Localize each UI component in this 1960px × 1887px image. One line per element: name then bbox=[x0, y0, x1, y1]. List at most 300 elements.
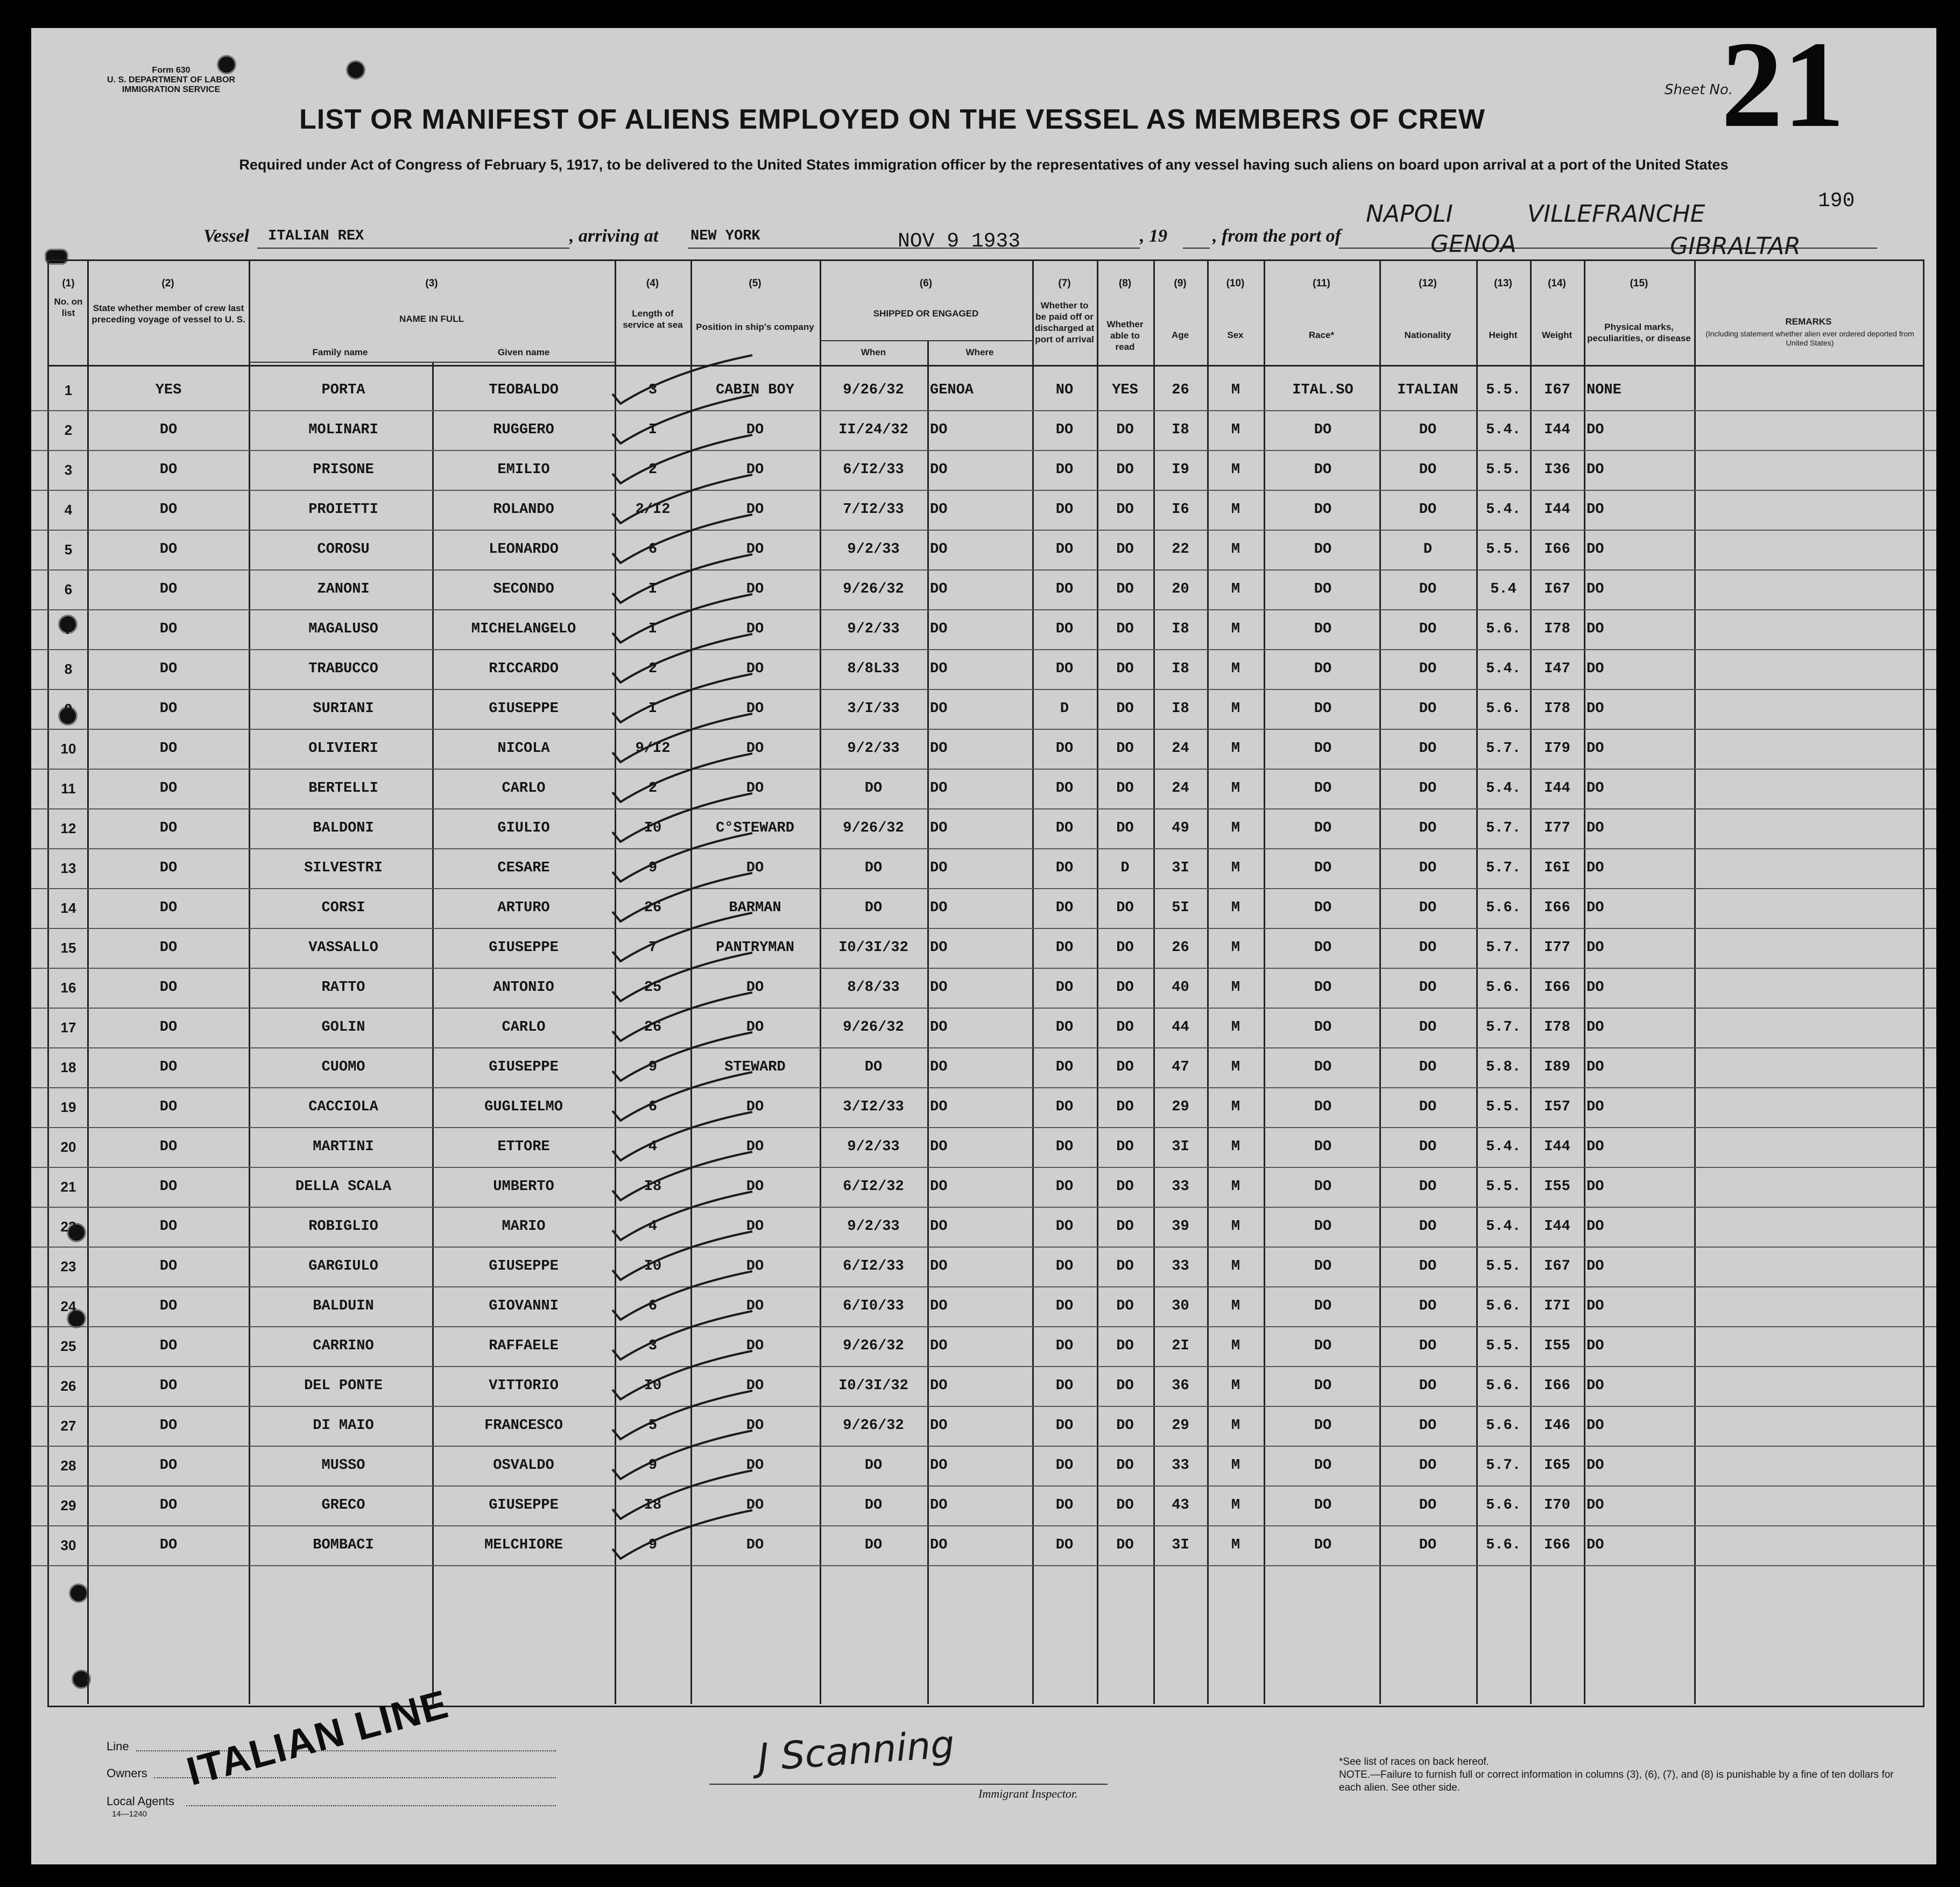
cell-prev: DO bbox=[159, 502, 178, 518]
cell-where: DO bbox=[930, 780, 948, 797]
cell-nationality: DO bbox=[1419, 1298, 1437, 1314]
cell-age: 29 bbox=[1172, 1099, 1189, 1115]
cell-given: CARLO bbox=[502, 780, 546, 797]
cell-race: DO bbox=[1314, 1099, 1332, 1115]
cell-where: DO bbox=[930, 422, 948, 438]
cell-sex: M bbox=[1231, 661, 1240, 677]
cell-no: 5 bbox=[64, 541, 73, 558]
cell-position: DO bbox=[746, 1219, 764, 1235]
cell-when: 9/2/33 bbox=[847, 1219, 900, 1235]
cell-marks: DO bbox=[1587, 980, 1604, 996]
cell-prev: DO bbox=[159, 980, 178, 996]
cell-no: 12 bbox=[60, 820, 76, 836]
cell-paid: DO bbox=[1055, 422, 1074, 438]
cell-family: GARGIULO bbox=[308, 1258, 378, 1275]
cell-position: DO bbox=[746, 502, 764, 518]
cell-age: 33 bbox=[1172, 1179, 1189, 1195]
table-row bbox=[31, 689, 1936, 730]
table-row bbox=[31, 609, 1936, 650]
table-row bbox=[31, 1167, 1936, 1208]
cell-prev: DO bbox=[159, 780, 178, 797]
cell-when: 9/2/33 bbox=[847, 1139, 900, 1155]
cell-service: 26 bbox=[644, 900, 662, 916]
cell-where: GENOA bbox=[930, 382, 974, 398]
cell-read: DO bbox=[1116, 1537, 1134, 1553]
cell-height: 5.6. bbox=[1486, 621, 1521, 637]
cell-prev: DO bbox=[159, 1537, 178, 1553]
cell-weight: I66 bbox=[1544, 900, 1570, 916]
cell-position: DO bbox=[746, 1019, 764, 1036]
cell-when: 6/I2/33 bbox=[843, 1258, 904, 1275]
cell-sex: M bbox=[1231, 1378, 1240, 1394]
cell-no: 24 bbox=[60, 1298, 76, 1314]
cell-service: I8 bbox=[644, 1179, 662, 1195]
cell-given: RICCARDO bbox=[489, 661, 559, 677]
cell-family: PRISONE bbox=[313, 462, 374, 478]
cell-prev: YES bbox=[155, 382, 182, 398]
cell-height: 5.5. bbox=[1486, 1179, 1521, 1195]
col-header-sex: Sex bbox=[1227, 330, 1244, 340]
cell-position: DO bbox=[746, 462, 764, 478]
cell-given: RUGGERO bbox=[493, 422, 554, 438]
cell-read: DO bbox=[1116, 1258, 1134, 1275]
cell-when: 6/I2/32 bbox=[843, 1179, 904, 1195]
cell-nationality: DO bbox=[1419, 1139, 1437, 1155]
cell-nationality: DO bbox=[1419, 1338, 1437, 1354]
owners-label: Owners bbox=[107, 1766, 147, 1780]
cell-given: NICOLA bbox=[497, 741, 550, 757]
cell-marks: DO bbox=[1587, 860, 1604, 876]
footer-notes bbox=[1339, 1756, 1904, 1794]
table-row bbox=[31, 1326, 1936, 1367]
cell-where: DO bbox=[930, 462, 948, 478]
cell-weight: I47 bbox=[1544, 661, 1570, 677]
cell-no: 15 bbox=[60, 940, 76, 956]
cell-marks: DO bbox=[1587, 820, 1604, 836]
cell-marks: DO bbox=[1587, 1219, 1604, 1235]
cell-height: 5.6. bbox=[1486, 1378, 1521, 1394]
port-genoa: GENOA bbox=[1430, 230, 1517, 258]
col-header-age: Age bbox=[1171, 330, 1189, 340]
cell-weight: I67 bbox=[1544, 1258, 1570, 1275]
cell-family: COROSU bbox=[317, 541, 370, 558]
cell-height: 5.4. bbox=[1486, 502, 1521, 518]
cell-when: 8/8L33 bbox=[847, 661, 900, 677]
cell-race: DO bbox=[1314, 1378, 1332, 1394]
cell-height: 5.4. bbox=[1486, 1219, 1521, 1235]
cell-height: 5.5. bbox=[1486, 541, 1521, 558]
cell-service: 9 bbox=[648, 1537, 658, 1553]
table-row bbox=[31, 1247, 1936, 1287]
col-header-paid-off: Whether to be paid off or discharged at port of arrival bbox=[1034, 300, 1095, 344]
col-header-service: Length of service at sea bbox=[623, 308, 683, 330]
col-header-no: No. on list bbox=[54, 297, 83, 318]
cell-no: 26 bbox=[60, 1378, 76, 1394]
penalty-note: NOTE.—Failure to furnish full or correct information in columns (3), (6), (7), and (8) is punishable by a fine of ten dollars for each alien. See other side. bbox=[1339, 1769, 1894, 1793]
cell-weight: I57 bbox=[1544, 1099, 1570, 1115]
cell-weight: I66 bbox=[1544, 541, 1570, 558]
cell-family: CUOMO bbox=[321, 1059, 365, 1075]
cell-weight: I44 bbox=[1544, 780, 1570, 797]
cell-position: DO bbox=[746, 1378, 764, 1394]
cell-where: DO bbox=[930, 1418, 948, 1434]
cell-age: 24 bbox=[1172, 780, 1189, 797]
cell-prev: DO bbox=[159, 1338, 178, 1354]
cell-family: TRABUCCO bbox=[308, 661, 378, 677]
cell-height: 5.6. bbox=[1486, 900, 1521, 916]
cell-paid: DO bbox=[1055, 1258, 1074, 1275]
cell-service: 6 bbox=[648, 541, 658, 558]
cell-weight: I66 bbox=[1544, 980, 1570, 996]
col-header-weight: Weight bbox=[1541, 330, 1573, 340]
cell-where: DO bbox=[930, 1179, 948, 1195]
col-num-11: (11) bbox=[1313, 278, 1330, 289]
cell-sex: M bbox=[1231, 1298, 1240, 1314]
cell-nationality: DO bbox=[1419, 860, 1437, 876]
cell-age: 47 bbox=[1172, 1059, 1189, 1075]
cell-nationality: DO bbox=[1419, 1099, 1437, 1115]
cell-paid: DO bbox=[1055, 1298, 1074, 1314]
cell-given: GIUSEPPE bbox=[489, 701, 559, 717]
cell-age: 39 bbox=[1172, 1219, 1189, 1235]
cell-age: 49 bbox=[1172, 820, 1189, 836]
cell-given: RAFFAELE bbox=[489, 1338, 559, 1354]
cell-read: DO bbox=[1116, 1458, 1134, 1474]
cell-paid: NO bbox=[1055, 382, 1074, 398]
cell-where: DO bbox=[930, 621, 948, 637]
cell-prev: DO bbox=[159, 661, 178, 677]
cell-race: DO bbox=[1314, 940, 1332, 956]
cell-age: I8 bbox=[1172, 621, 1189, 637]
cell-height: 5.6. bbox=[1486, 1537, 1521, 1553]
cell-given: GIULIO bbox=[497, 820, 550, 836]
cell-given: GIUSEPPE bbox=[489, 1059, 559, 1075]
cell-sex: M bbox=[1231, 502, 1240, 518]
cell-marks: DO bbox=[1587, 1059, 1604, 1075]
cell-read: YES bbox=[1112, 382, 1138, 398]
cell-height: 5.5. bbox=[1486, 1258, 1521, 1275]
col-num-15: (15) bbox=[1630, 278, 1648, 289]
cell-family: SILVESTRI bbox=[304, 860, 383, 876]
cell-family: BALDONI bbox=[313, 820, 374, 836]
cell-weight: I6I bbox=[1544, 860, 1570, 876]
cell-position: DO bbox=[746, 741, 764, 757]
cell-marks: DO bbox=[1587, 1258, 1604, 1275]
page-stamp-number: 190 bbox=[1818, 189, 1855, 213]
cell-sex: M bbox=[1231, 1537, 1240, 1553]
cell-when: I0/3I/32 bbox=[838, 1378, 908, 1394]
cell-read: DO bbox=[1116, 1298, 1134, 1314]
cell-marks: DO bbox=[1587, 1139, 1604, 1155]
cell-weight: I78 bbox=[1544, 701, 1570, 717]
cell-read: DO bbox=[1116, 820, 1134, 836]
col-header-family-name: Family name bbox=[312, 347, 368, 357]
cell-race: DO bbox=[1314, 900, 1332, 916]
cell-nationality: DO bbox=[1419, 741, 1437, 757]
cell-height: 5.4. bbox=[1486, 780, 1521, 797]
cell-prev: DO bbox=[159, 1179, 178, 1195]
cell-service: 4 bbox=[648, 1139, 658, 1155]
cell-prev: DO bbox=[159, 1219, 178, 1235]
cell-no: 16 bbox=[60, 980, 76, 996]
cell-no: 14 bbox=[60, 900, 76, 916]
cell-nationality: DO bbox=[1419, 1458, 1437, 1474]
table-row bbox=[31, 1446, 1936, 1487]
cell-prev: DO bbox=[159, 1458, 178, 1474]
arriving-label: , arriving at bbox=[569, 226, 659, 246]
cell-position: DO bbox=[746, 1537, 764, 1553]
cell-service: 9 bbox=[648, 860, 658, 876]
cell-paid: DO bbox=[1055, 980, 1074, 996]
cell-marks: DO bbox=[1587, 1378, 1604, 1394]
agents-label: Local Agents bbox=[107, 1794, 174, 1808]
cell-paid: DO bbox=[1055, 1458, 1074, 1474]
cell-position: PANTRYMAN bbox=[716, 940, 794, 956]
col-num-2: (2) bbox=[161, 278, 174, 289]
cell-no: 22 bbox=[60, 1219, 76, 1235]
cell-race: DO bbox=[1314, 1258, 1332, 1275]
cell-paid: DO bbox=[1055, 1338, 1074, 1354]
cell-where: DO bbox=[930, 820, 948, 836]
cell-age: 24 bbox=[1172, 741, 1189, 757]
cell-family: ROBIGLIO bbox=[308, 1219, 378, 1235]
cell-sex: M bbox=[1231, 1418, 1240, 1434]
cell-when: DO bbox=[864, 1059, 883, 1075]
cell-sex: M bbox=[1231, 1497, 1240, 1513]
cell-read: DO bbox=[1116, 1338, 1134, 1354]
race-note: *See list of races on back hereof. bbox=[1339, 1756, 1489, 1768]
cell-age: 5I bbox=[1172, 900, 1189, 916]
cell-given: EMILIO bbox=[497, 462, 550, 478]
cell-nationality: DO bbox=[1419, 701, 1437, 717]
cell-where: DO bbox=[930, 940, 948, 956]
cell-position: DO bbox=[746, 1497, 764, 1513]
table-row bbox=[31, 1047, 1936, 1088]
cell-weight: I66 bbox=[1544, 1378, 1570, 1394]
check-mark-icon bbox=[591, 1505, 785, 1564]
cell-read: DO bbox=[1116, 1139, 1134, 1155]
cell-weight: I67 bbox=[1544, 382, 1570, 398]
cell-no: 21 bbox=[60, 1179, 76, 1195]
cell-no: 10 bbox=[60, 741, 76, 757]
cell-family: BOMBACI bbox=[313, 1537, 374, 1553]
cell-weight: I44 bbox=[1544, 502, 1570, 518]
cell-no: 25 bbox=[60, 1338, 76, 1354]
inspector-signature: J Scanning bbox=[756, 1722, 956, 1780]
cell-height: 5.7. bbox=[1486, 860, 1521, 876]
arrival-date-stamp: NOV 9 1933 bbox=[898, 230, 1021, 253]
cell-paid: DO bbox=[1055, 780, 1074, 797]
col-num-5: (5) bbox=[749, 278, 762, 289]
cell-given: FRANCESCO bbox=[484, 1418, 563, 1434]
cell-paid: DO bbox=[1055, 1019, 1074, 1036]
cell-marks: DO bbox=[1587, 741, 1604, 757]
col-header-where: Where bbox=[965, 347, 994, 357]
cell-height: 5.4. bbox=[1486, 1139, 1521, 1155]
cell-read: DO bbox=[1116, 1497, 1134, 1513]
cell-marks: DO bbox=[1587, 1497, 1604, 1513]
cell-when: 3/I/33 bbox=[847, 701, 900, 717]
cell-read: DO bbox=[1116, 541, 1134, 558]
cell-nationality: DO bbox=[1419, 980, 1437, 996]
cell-race: DO bbox=[1314, 422, 1332, 438]
cell-height: 5.7. bbox=[1486, 741, 1521, 757]
cell-where: DO bbox=[930, 1219, 948, 1235]
cell-sex: M bbox=[1231, 462, 1240, 478]
cell-prev: DO bbox=[159, 462, 178, 478]
table-row bbox=[31, 370, 1936, 411]
cell-age: 33 bbox=[1172, 1258, 1189, 1275]
cell-when: 9/2/33 bbox=[847, 621, 900, 637]
col-header-remarks: REMARKS bbox=[1785, 316, 1832, 327]
cell-family: OLIVIERI bbox=[308, 741, 378, 757]
cell-given: CARLO bbox=[502, 1019, 546, 1036]
cell-nationality: DO bbox=[1419, 820, 1437, 836]
cell-family: DI MAIO bbox=[313, 1418, 374, 1434]
cell-where: DO bbox=[930, 860, 948, 876]
cell-family: BERTELLI bbox=[308, 780, 378, 797]
cell-position: DO bbox=[746, 581, 764, 597]
cell-service: 5 bbox=[648, 1418, 658, 1434]
cell-paid: DO bbox=[1055, 1139, 1074, 1155]
cell-when: 9/26/32 bbox=[843, 1019, 904, 1036]
table-row bbox=[31, 569, 1936, 610]
cell-marks: DO bbox=[1587, 1019, 1604, 1036]
cell-marks: DO bbox=[1587, 541, 1604, 558]
cell-given: ANTONIO bbox=[493, 980, 554, 996]
cell-service: 9/I2 bbox=[635, 741, 671, 757]
cell-marks: DO bbox=[1587, 502, 1604, 518]
cell-service: 9 bbox=[648, 1458, 658, 1474]
cell-given: GIOVANNI bbox=[489, 1298, 559, 1314]
sheet-number: 21 bbox=[1721, 28, 1845, 153]
cell-when: 9/26/32 bbox=[843, 1418, 904, 1434]
cell-where: DO bbox=[930, 1258, 948, 1275]
cell-paid: DO bbox=[1055, 1378, 1074, 1394]
cell-given: MICHELANGELO bbox=[471, 621, 576, 637]
cell-given: MELCHIORE bbox=[484, 1537, 563, 1553]
cell-weight: I77 bbox=[1544, 820, 1570, 836]
cell-sex: M bbox=[1231, 900, 1240, 916]
cell-family: SURIANI bbox=[313, 701, 374, 717]
form-code: 14—1240 bbox=[112, 1809, 147, 1819]
table-row bbox=[31, 729, 1936, 770]
cell-prev: DO bbox=[159, 1099, 178, 1115]
cell-sex: M bbox=[1231, 701, 1240, 717]
cell-service: 25 bbox=[644, 980, 662, 996]
cell-where: DO bbox=[930, 1298, 948, 1314]
cell-family: CORSI bbox=[321, 900, 365, 916]
cell-race: DO bbox=[1314, 1458, 1332, 1474]
cell-sex: M bbox=[1231, 621, 1240, 637]
cell-family: DELLA SCALA bbox=[295, 1179, 392, 1195]
cell-position: DO bbox=[746, 701, 764, 717]
table-row bbox=[31, 450, 1936, 491]
page-title: LIST OR MANIFEST OF ALIENS EMPLOYED ON THE VESSEL AS MEMBERS OF CREW bbox=[299, 104, 1485, 135]
cell-prev: DO bbox=[159, 741, 178, 757]
cell-age: 2I bbox=[1172, 1338, 1189, 1354]
cell-position: DO bbox=[746, 1099, 764, 1115]
cell-height: 5.7. bbox=[1486, 1458, 1521, 1474]
cell-family: RATTO bbox=[321, 980, 365, 996]
cell-height: 5.6. bbox=[1486, 1298, 1521, 1314]
cell-where: DO bbox=[930, 1059, 948, 1075]
cell-weight: I7I bbox=[1544, 1298, 1570, 1314]
cell-marks: DO bbox=[1587, 900, 1604, 916]
cell-position: DO bbox=[746, 661, 764, 677]
cell-race: DO bbox=[1314, 780, 1332, 797]
col-header-race: Race* bbox=[1308, 330, 1335, 340]
cell-position: BARMAN bbox=[729, 900, 781, 916]
cell-given: LEONARDO bbox=[489, 541, 559, 558]
table-row bbox=[31, 1485, 1936, 1526]
cell-prev: DO bbox=[159, 1378, 178, 1394]
cell-paid: DO bbox=[1055, 581, 1074, 597]
cell-prev: DO bbox=[159, 1418, 178, 1434]
cell-no: 13 bbox=[60, 860, 76, 876]
cell-paid: DO bbox=[1055, 462, 1074, 478]
cell-no: 19 bbox=[60, 1099, 76, 1115]
cell-height: 5.4. bbox=[1486, 422, 1521, 438]
cell-position: DO bbox=[746, 422, 764, 438]
cell-family: BALDUIN bbox=[313, 1298, 374, 1314]
cell-prev: DO bbox=[159, 581, 178, 597]
cell-sex: M bbox=[1231, 422, 1240, 438]
cell-no: 17 bbox=[60, 1019, 76, 1036]
cell-family: MARTINI bbox=[313, 1139, 374, 1155]
cell-family: VASSALLO bbox=[308, 940, 378, 956]
cell-position: STEWARD bbox=[724, 1059, 786, 1075]
cell-paid: DO bbox=[1055, 940, 1074, 956]
cell-read: DO bbox=[1116, 1378, 1134, 1394]
cell-given: TEOBALDO bbox=[489, 382, 559, 398]
cell-service: 2 bbox=[648, 462, 658, 478]
cell-age: I8 bbox=[1172, 422, 1189, 438]
cell-no: 9 bbox=[64, 701, 73, 717]
from-port-label: , from the port of bbox=[1212, 226, 1341, 246]
cell-given: MARIO bbox=[502, 1219, 546, 1235]
cell-marks: DO bbox=[1587, 422, 1604, 438]
cell-nationality: DO bbox=[1419, 1179, 1437, 1195]
cell-age: 33 bbox=[1172, 1458, 1189, 1474]
cell-family: ZANONI bbox=[317, 581, 370, 597]
col-header-when: When bbox=[861, 347, 886, 357]
cell-given: GUGLIELMO bbox=[484, 1099, 563, 1115]
cell-when: DO bbox=[864, 900, 883, 916]
cell-weight: I67 bbox=[1544, 581, 1570, 597]
port-villefranche: VILLEFRANCHE bbox=[1527, 200, 1705, 228]
cell-marks: DO bbox=[1587, 1338, 1604, 1354]
cell-weight: I66 bbox=[1544, 1537, 1570, 1553]
vessel-value: ITALIAN REX bbox=[268, 228, 364, 244]
cell-given: CESARE bbox=[497, 860, 550, 876]
cell-read: DO bbox=[1116, 900, 1134, 916]
cell-nationality: DO bbox=[1419, 1019, 1437, 1036]
cell-no: 8 bbox=[64, 661, 73, 677]
cell-when: 8/8/33 bbox=[847, 980, 900, 996]
table-row bbox=[31, 1406, 1936, 1447]
cell-given: GIUSEPPE bbox=[489, 1497, 559, 1513]
cell-age: 20 bbox=[1172, 581, 1189, 597]
cell-sex: M bbox=[1231, 820, 1240, 836]
cell-paid: DO bbox=[1055, 541, 1074, 558]
cell-nationality: DO bbox=[1419, 1219, 1437, 1235]
cell-read: DO bbox=[1116, 980, 1134, 996]
cell-read: DO bbox=[1116, 581, 1134, 597]
crew-rows bbox=[31, 366, 1936, 1704]
cell-sex: M bbox=[1231, 1139, 1240, 1155]
cell-height: 5.6. bbox=[1486, 701, 1521, 717]
